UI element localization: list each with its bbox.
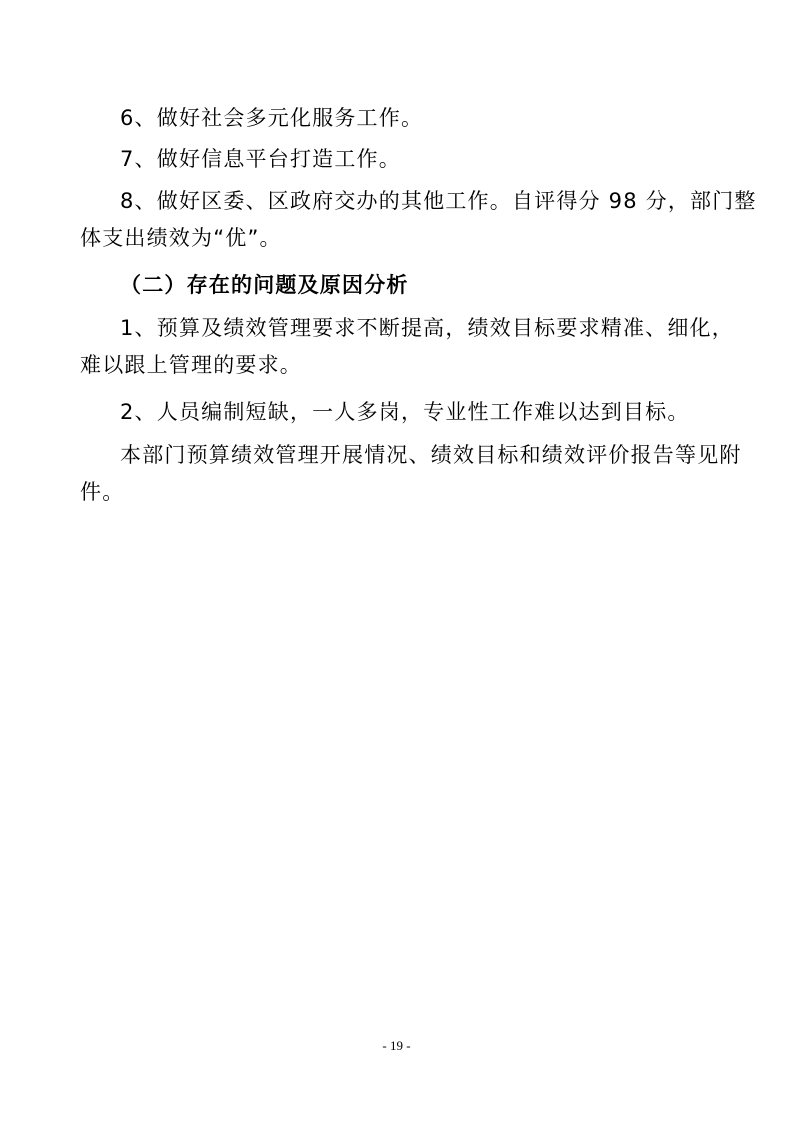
paragraph-line: 1、预算及绩效管理要求不断提高，绩效目标要求精准、细化， (120, 316, 734, 340)
paragraph-line: 本部门预算绩效管理开展情况、绩效目标和绩效评价报告等见附 (120, 443, 742, 467)
item-6-paragraph (80, 100, 715, 137)
item-8-paragraph (80, 183, 757, 257)
paragraph-line: 7、做好信息平台打造工作。 (120, 147, 401, 171)
closing-paragraph (80, 437, 742, 511)
item-7-paragraph (80, 141, 715, 178)
paragraph-line: 8、做好区委、区政府交办的其他工作。自评得分 98 分，部门整 (120, 189, 757, 213)
issue-1-paragraph (80, 310, 734, 384)
page-number: - 19 - (382, 1038, 411, 1053)
section-heading: （二）存在的问题及原因分析 (120, 273, 409, 297)
issue-2-paragraph (80, 394, 715, 431)
paragraph-line: 2、人员编制短缺，一人多岗，专业性工作难以达到目标。 (120, 400, 690, 424)
paragraph-line: 体支出绩效为“优”。 (80, 226, 282, 250)
paragraph-line: 件。 (80, 480, 125, 504)
paragraph-line: 6、做好社会多元化服务工作。 (120, 106, 424, 130)
paragraph-line: 难以跟上管理的要求。 (80, 353, 302, 377)
